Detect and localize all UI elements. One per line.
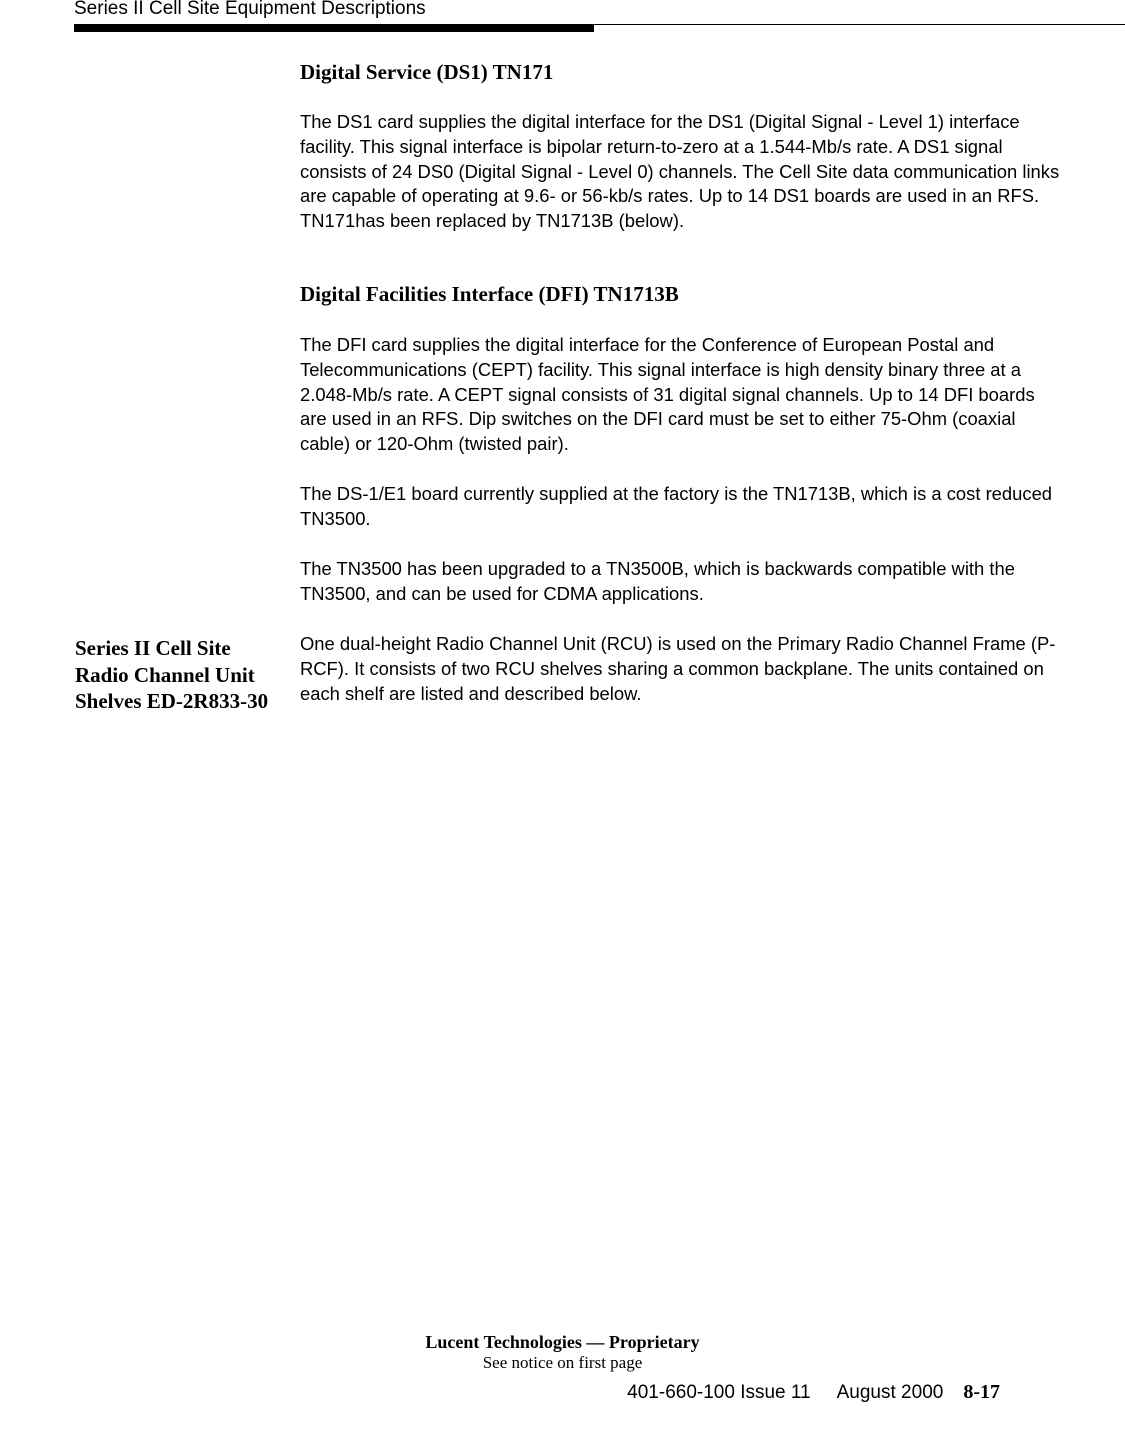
section-heading-ds1: Digital Service (DS1) TN171: [300, 60, 554, 84]
header-rule-bar: [74, 25, 594, 32]
footer-doc-info: [627, 1381, 1000, 1404]
ds1-description: The DS1 card supplies the digital interface for the DS1 (Digital Signal - Level 1) interface facility. This signal interface is bipolar return-to-zero at a 1.544-Mb/s rate. A DS1 signal consists of 24 DS0 (Digital Signal - Level 0) channels. The Cell Site data communication links are capable of operating at 9.6- or 56-kb/s rates. Up to 14 DS1 boards are used in an RFS. TN171has been replaced by TN1713B (below).: [300, 111, 1060, 232]
section-heading-dfi: Digital Facilities Interface (DFI) TN1713B: [300, 282, 679, 306]
dfi-description: The DFI card supplies the digital interface for the Conference of European Postal and Telecommunications (CEPT) facility. This signal interface is high density binary three at a 2.048-Mb/s rate. A CEPT signal consists of 31 digital signal channels. Up to 14 DFI boards are used in an RFS. Dip switches on the DFI card must be set to either 75-Ohm (coaxial cable) or 120-Ohm (twisted pair).: [300, 334, 1035, 455]
footer-notice: See notice on first page: [482, 1353, 643, 1372]
doc-number: 401-660-100 Issue 11: [627, 1382, 811, 1403]
tn3500-upgrade-note: The TN3500 has been upgraded to a TN3500B, which is backwards compatible with the TN3500, and can be used for CDMA applications.: [300, 558, 1015, 604]
running-header-title: Series II Cell Site Equipment Descriptions: [74, 0, 426, 19]
rcu-shelves-description: One dual-height Radio Channel Unit (RCU) is used on the Primary Radio Channel Frame (P-RCF). It consists of two RCU shelves sharing a common backplane. The units contained on each shelf are listed and described below.: [300, 633, 1056, 704]
footer-company: Lucent Technologies — Proprietary: [425, 1332, 700, 1352]
page-number: 8-17: [963, 1381, 1000, 1403]
doc-date: August 2000: [836, 1382, 944, 1403]
side-heading-rcu-shelves: Series II Cell Site Radio Channel Unit Shelves ED-2R833-30: [75, 636, 269, 713]
ds1-e1-board-note: The DS-1/E1 board currently supplied at the factory is the TN1713B, which is a cost reduced TN3500.: [300, 483, 1053, 529]
